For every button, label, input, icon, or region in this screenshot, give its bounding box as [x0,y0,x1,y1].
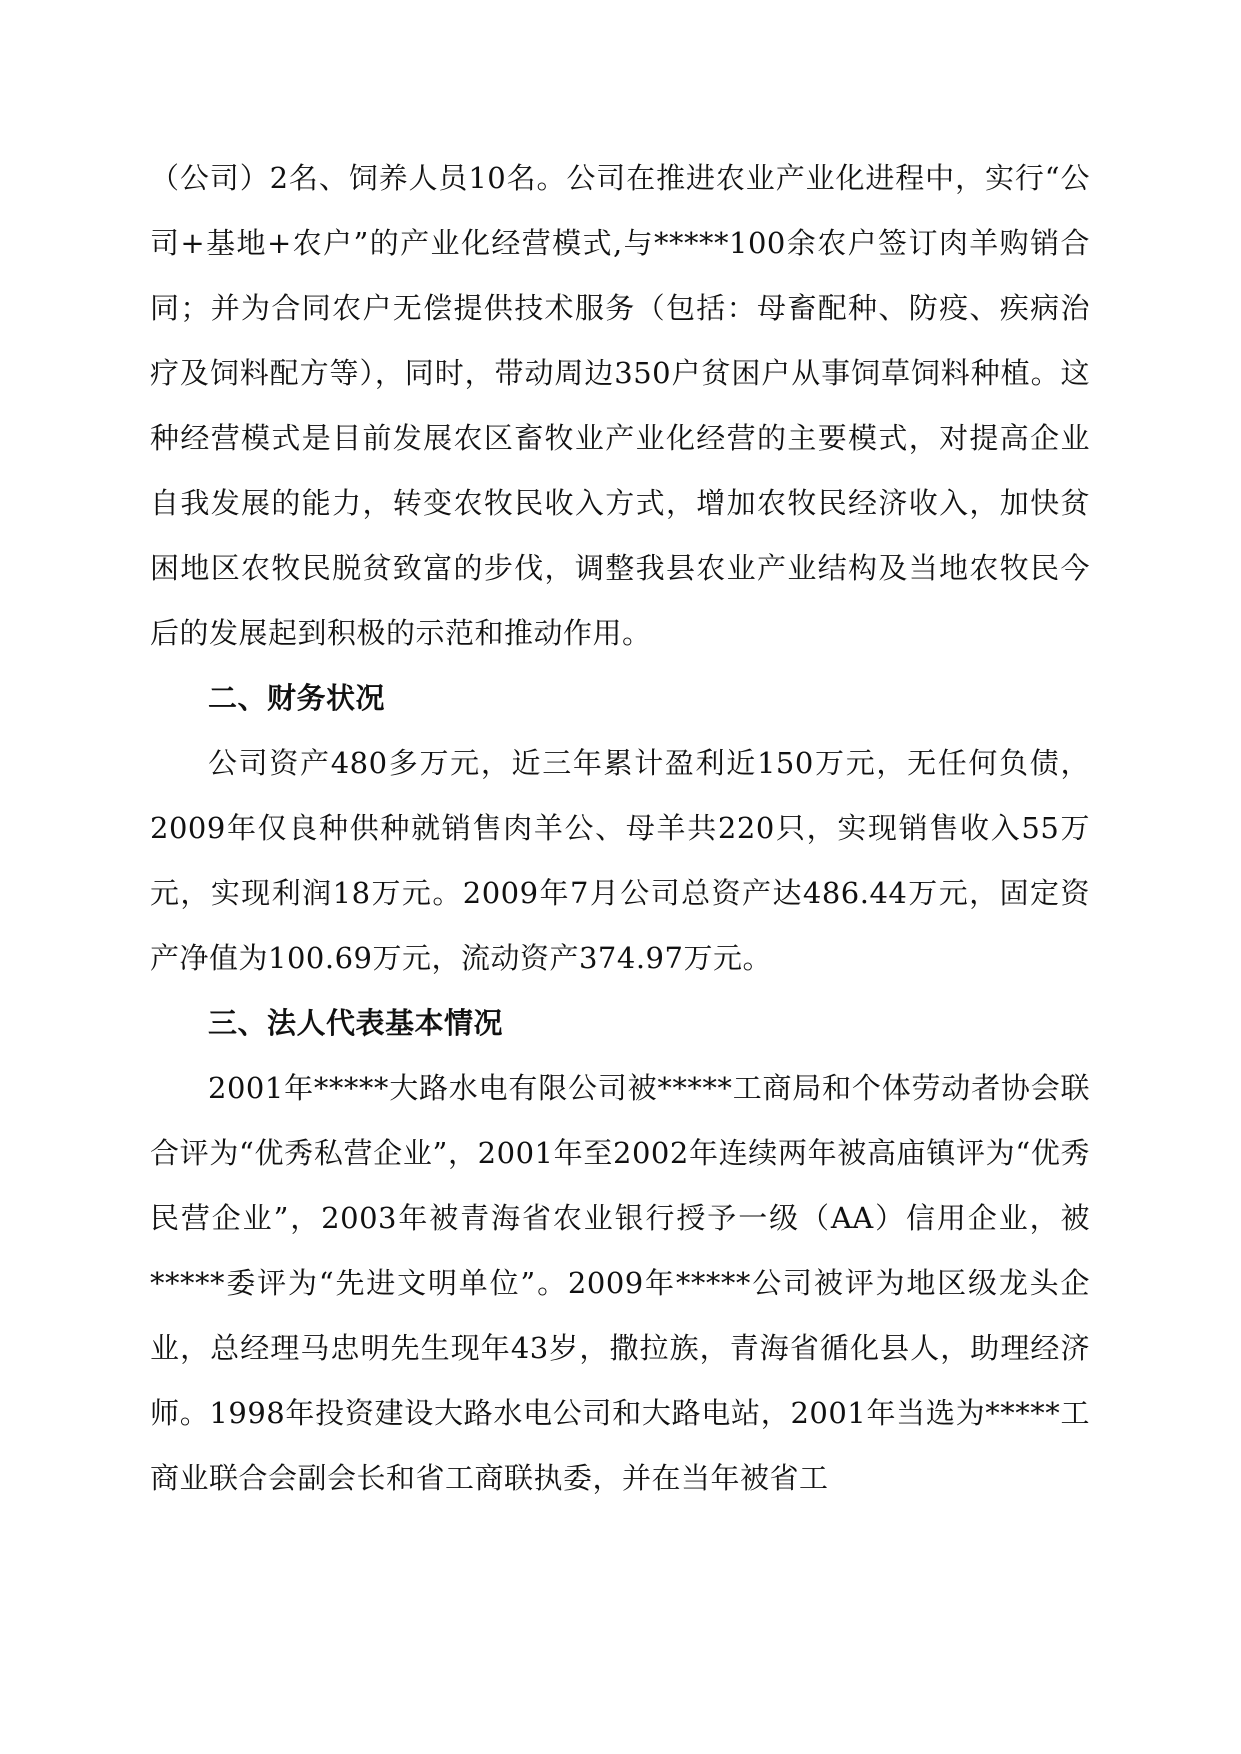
section-heading-legal-representative: 三、法人代表基本情况 [208,1006,504,1040]
continuation-paragraph: （公司）2名、饲养人员10名。公司在推进农业产业化进程中，实行“公司+基地+农户”的产业化经营模式,与*****100余农户签订肉羊购销合同；并为合同农户无偿提供技术服务（包括：母畜配种、防疫、疾病治疗及饲料配方等），同时，带动周边350户贫困户从事饲草饲料种植。这种经营模式是目前发展农区畜牧业产业化经营的主要模式，对提高企业自我发展的能力，转变农牧民收入方式，增加农牧民经济收入，加快贫困地区农牧民脱贫致富的步伐，调整我县农业产业结构及当地农牧民今后的发展起到积极的示范和推动作用。 [150,161,1090,650]
finance-paragraph: 公司资产480多万元，近三年累计盈利近150万元，无任何负债，2009年仅良种供种就销售肉羊公、母羊共220只，实现销售收入55万元，实现利润18万元。2009年7月公司总资产达486.44万元，固定资产净值为100.69万元，流动资产374.97万元。 [150,746,1090,975]
document-page [150,146,1090,1511]
legal-representative-paragraph: 2001年*****大路水电有限公司被*****工商局和个体劳动者协会联合评为“优秀私营企业”，2001年至2002年连续两年被高庙镇评为“优秀民营企业”，2003年被青海省农业银行授予一级（AA）信用企业，被*****委评为“先进文明单位”。2009年*****公司被评为地区级龙头企业，总经理马忠明先生现年43岁，撒拉族，青海省循化县人，助理经济师。1998年投资建设大路水电公司和大路电站，2001年当选为*****工商业联合会副会长和省工商联执委，并在当年被省工 [150,1071,1090,1495]
section-heading-finance: 二、财务状况 [208,681,386,715]
